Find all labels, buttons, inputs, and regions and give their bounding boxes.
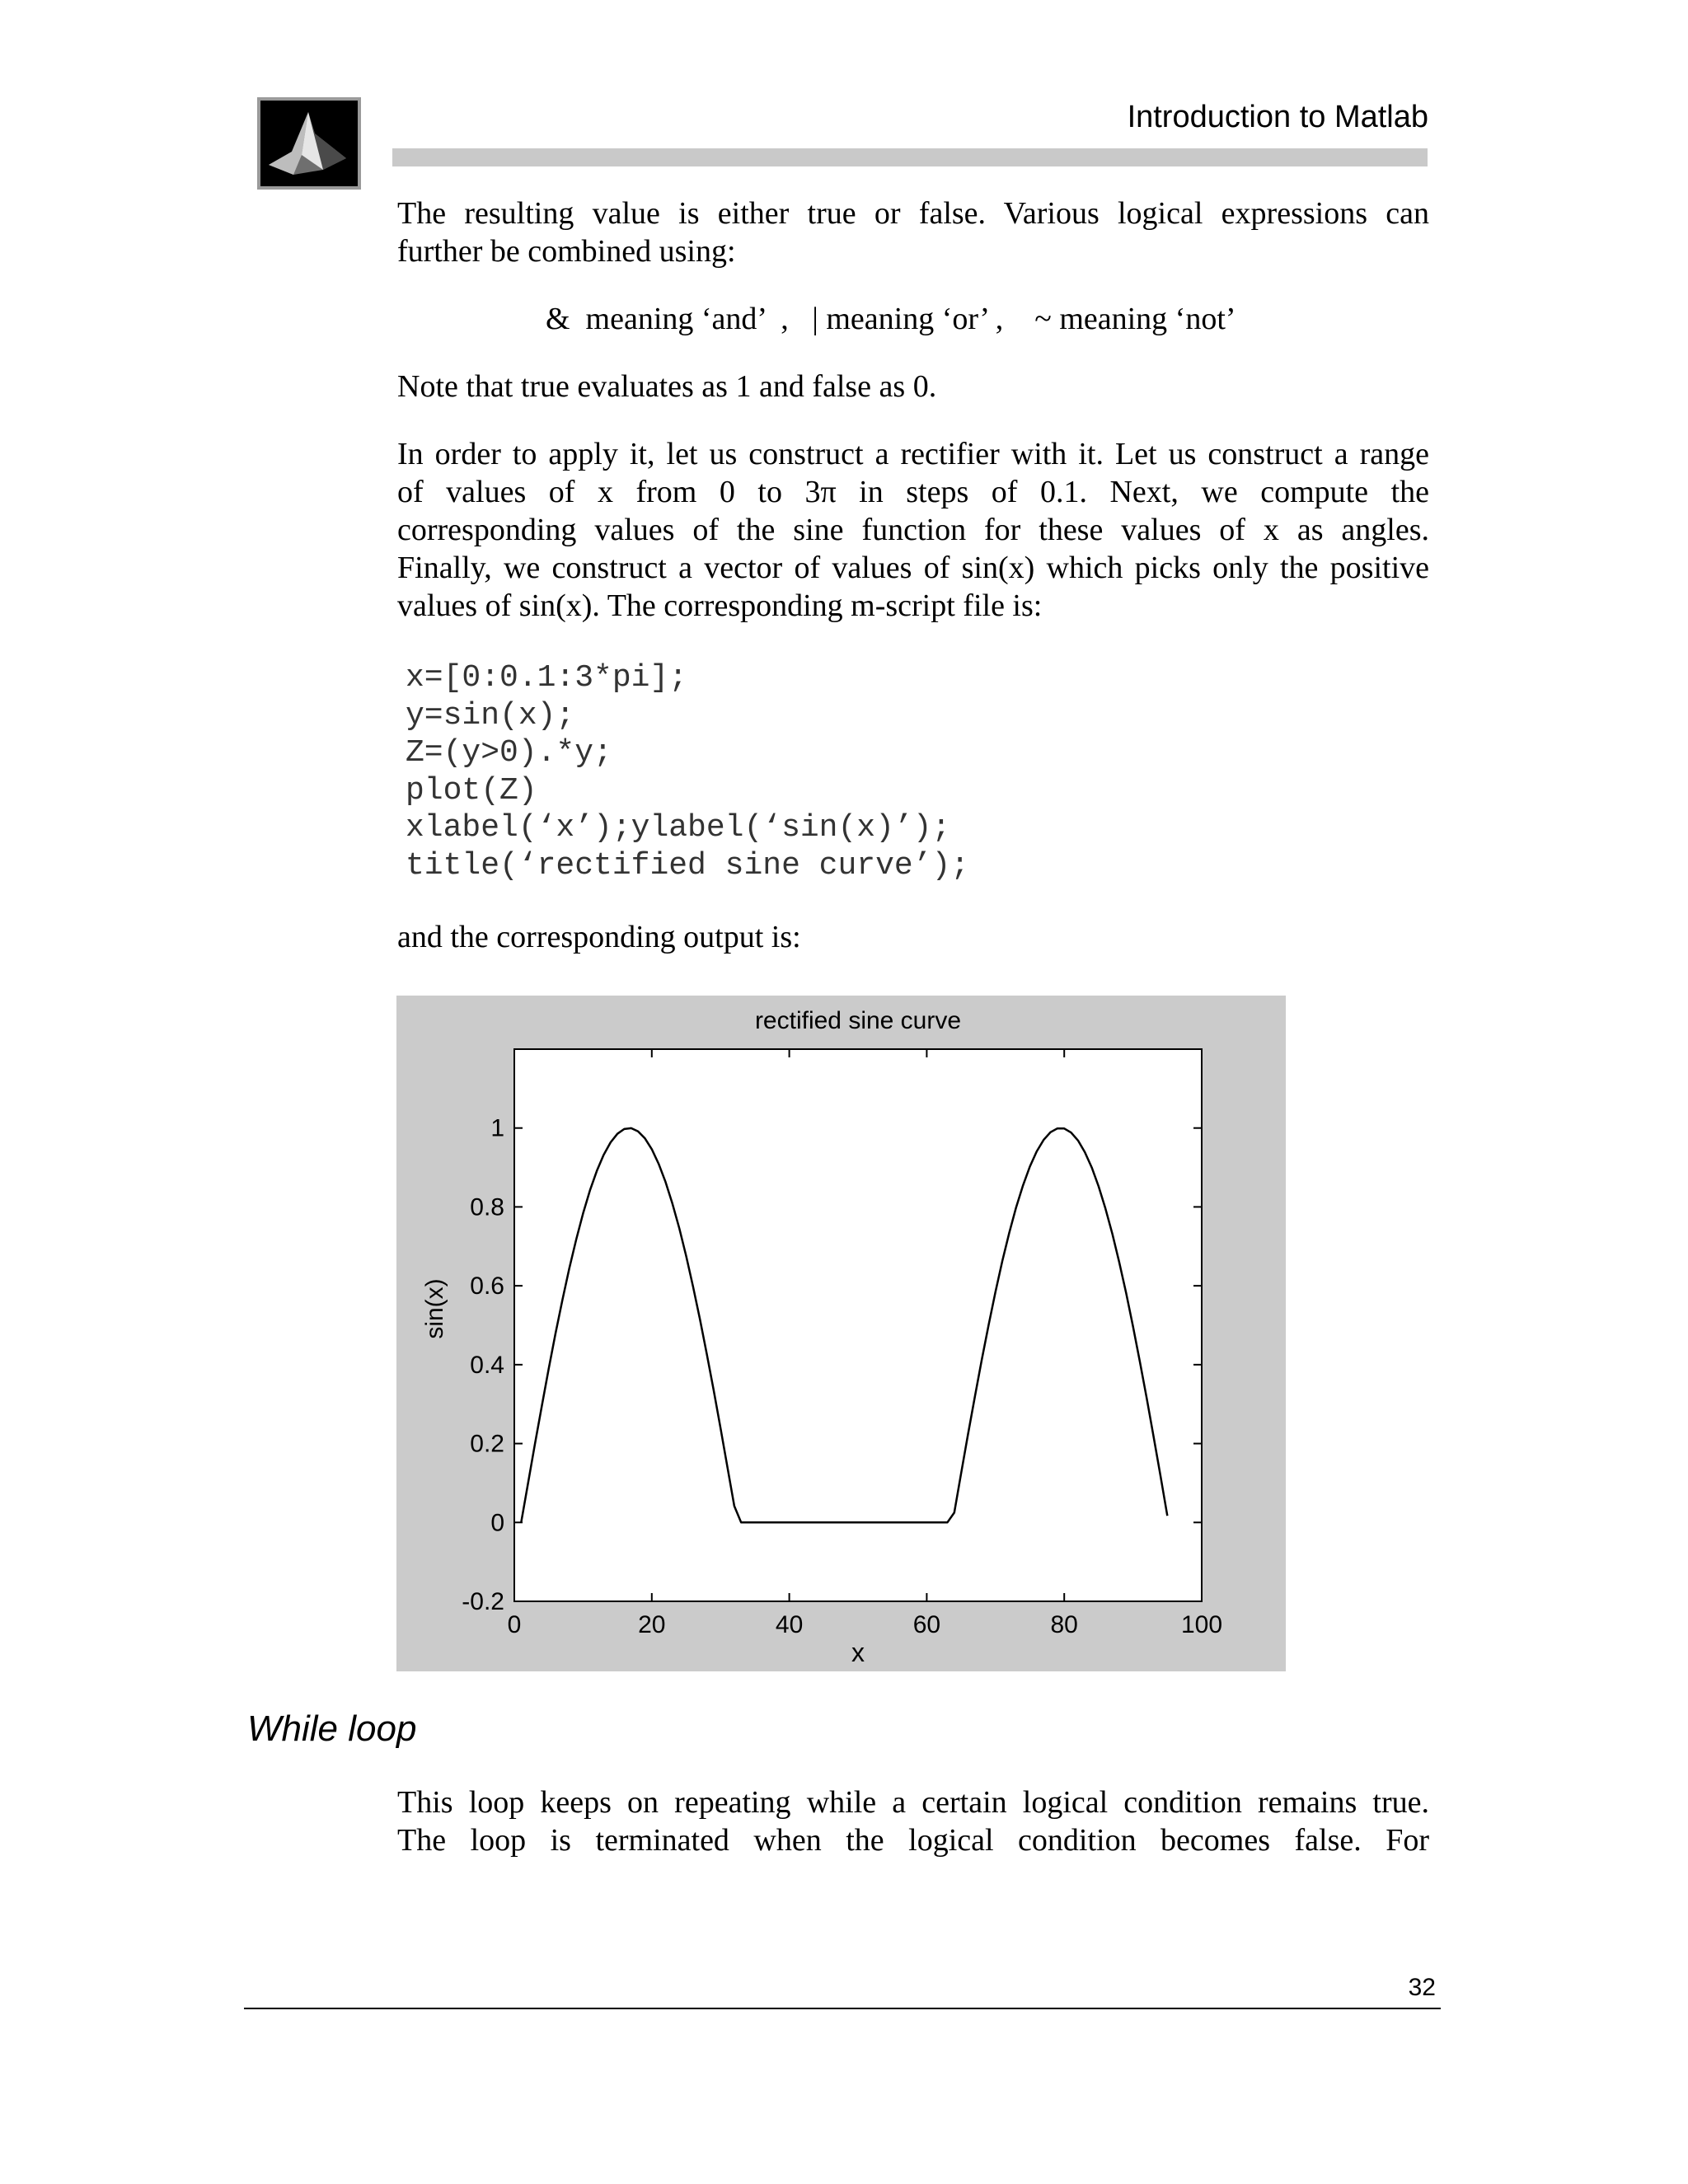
rectifier-line: In order to apply it, let us construct a rectifier with it. Let us construct a range: [397, 437, 1429, 471]
output-intro-paragraph: and the corresponding output is:: [397, 920, 801, 954]
while-loop-line: This loop keeps on repeating while a certain logical condition remains true.: [397, 1785, 1429, 1820]
y-tick-label: -0.2: [462, 1588, 504, 1615]
x-tick-label: 100: [1180, 1611, 1223, 1638]
rectified-sine-plot: [396, 996, 1286, 1671]
code-line: plot(Z): [406, 772, 537, 808]
code-line: x=[0:0.1:3*pi];: [406, 660, 688, 696]
x-axis-label: x: [851, 1638, 865, 1667]
matlab-logo-graphic: [260, 101, 358, 186]
plot-axes-box: [514, 1049, 1202, 1601]
x-tick-label: 80: [1050, 1611, 1078, 1638]
intro-line: further be combined using:: [397, 234, 736, 269]
intro-paragraph: [397, 194, 1429, 270]
while-loop-line: The loop is terminated when the logical condition becomes false. For: [397, 1823, 1429, 1858]
footer-rule: [244, 2008, 1441, 2009]
x-tick-label: 60: [912, 1611, 941, 1638]
intro-line: The resulting value is either true or false. Various logical expressions can: [397, 196, 1429, 231]
chart-title: rectified sine curve: [754, 1007, 962, 1034]
y-tick-label: 0: [490, 1509, 504, 1537]
header-rule: [392, 148, 1428, 166]
code-line: Z=(y>0).*y;: [406, 735, 612, 771]
note-paragraph: Note that true evaluates as 1 and false as 0.: [397, 369, 937, 404]
rectifier-line: values of sin(x). The corresponding m-script file is:: [397, 588, 1043, 623]
y-tick-label: 0.4: [470, 1351, 504, 1379]
code-line: y=sin(x);: [406, 697, 575, 733]
x-tick-label: 40: [775, 1611, 804, 1638]
section-heading-while-loop: While loop: [247, 1708, 417, 1749]
matlab-figure: [396, 996, 1286, 1671]
rectifier-paragraph: [397, 435, 1429, 625]
y-tick-label: 1: [490, 1114, 504, 1142]
y-tick-label: 0.6: [470, 1272, 504, 1301]
m-script-code-block: [406, 659, 969, 884]
while-loop-paragraph: [397, 1783, 1429, 1859]
rectifier-line: of values of x from 0 to 3π in steps of 0.1. Next, we compute the: [397, 475, 1429, 509]
x-tick-label: 20: [638, 1611, 666, 1638]
header-title: Introduction to Matlab: [1127, 100, 1428, 134]
y-axis-label: sin(x): [421, 1278, 448, 1339]
x-tick-label: 0: [507, 1611, 522, 1638]
code-line: xlabel(‘x’);ylabel(‘sin(x)’);: [406, 810, 951, 846]
logical-operators-line: & meaning ‘and’ , | meaning ‘or’ , ~ meaning ‘not’: [546, 302, 1236, 336]
y-tick-label: 0.8: [470, 1193, 504, 1221]
y-tick-label: 0.2: [470, 1430, 504, 1458]
page-number: 32: [1408, 1974, 1436, 2001]
rectifier-line: Finally, we construct a vector of values of sin(x) which picks only the positive: [397, 551, 1429, 585]
code-line: title(‘rectified sine curve’);: [406, 847, 970, 883]
rectifier-line: corresponding values of the sine function for these values of x as angles.: [397, 513, 1429, 547]
matlab-logo-icon: [257, 97, 361, 190]
